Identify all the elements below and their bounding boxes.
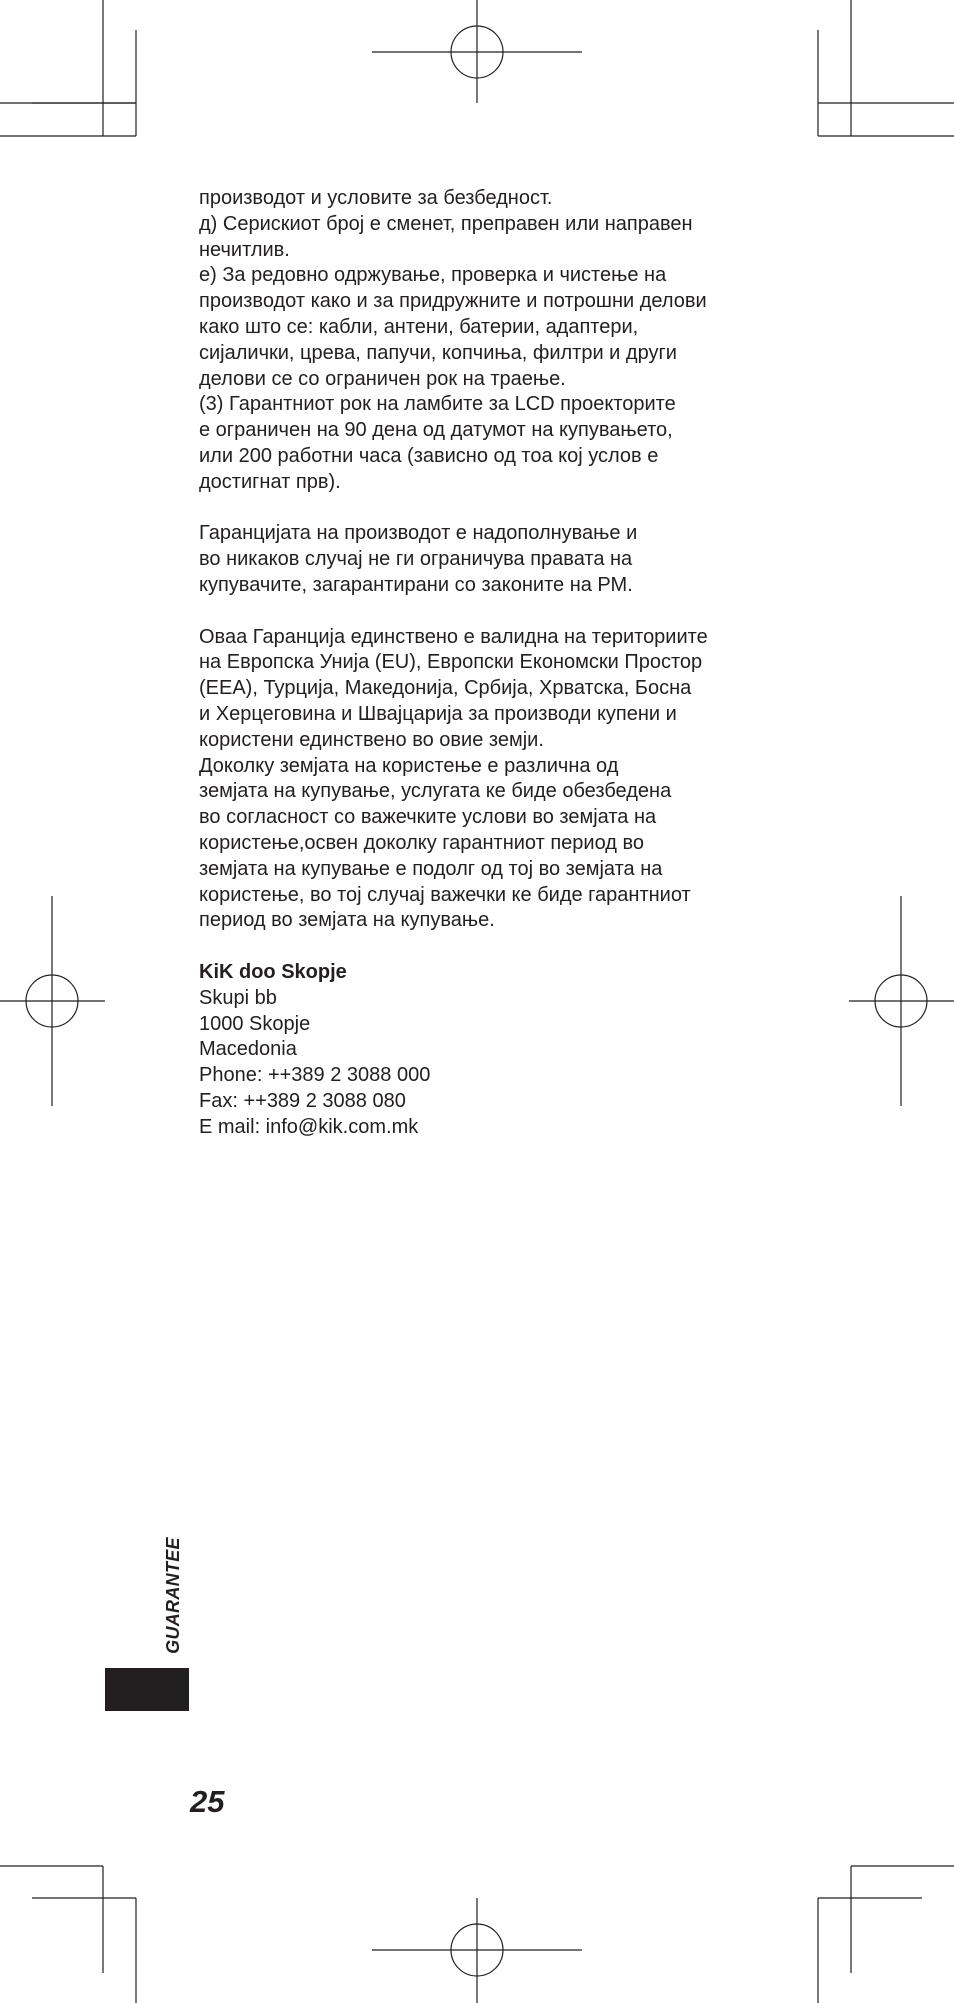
section-side-label-text: GUARANTEE	[162, 1536, 183, 1654]
text-line: или 200 работни часа (зависно од тоа кој услов е	[199, 444, 659, 467]
text-line: достигнат прв).	[199, 470, 341, 493]
registration-mark-left-icon	[0, 896, 105, 1106]
crop-mark-top-right	[818, 0, 954, 136]
text-line: и Херцеговина и Швајцарија за производи купени и	[199, 702, 677, 725]
text-line: производот како и за придружните и потрошни делови	[199, 290, 707, 313]
text-line: Гаранцијата на производот е надополнување и	[199, 522, 638, 545]
address-line: Macedonia	[199, 1038, 297, 1061]
text-line: користени единствено во овие земји.	[199, 728, 544, 751]
contact-block	[199, 960, 799, 1141]
text-line: нечитлив.	[199, 238, 290, 261]
page-number: 25	[190, 1784, 225, 1819]
email-line: E mail: info@kik.com.mk	[199, 1115, 419, 1138]
text-line: во никаков случај не ги ограничува правата на	[199, 548, 633, 571]
crop-mark-bottom-left	[0, 1866, 136, 2003]
address-line: Skupi bb	[199, 986, 277, 1009]
address-line: 1000 Skopje	[199, 1012, 311, 1035]
text-line: период во земјата на купување.	[199, 909, 495, 932]
crop-mark-bottom-right	[818, 1866, 954, 2003]
text-line: на Европска Унија (EU), Европски Економски Простор	[199, 651, 703, 674]
crop-mark-top-left	[0, 0, 136, 136]
paragraph-exclusions	[199, 186, 799, 496]
text-line: производот и условите за безбедност.	[199, 187, 553, 209]
registration-mark-bottom-icon	[372, 1898, 582, 2003]
text-line: (EEA), Турција, Македонија, Србија, Хрватска, Босна	[199, 677, 692, 700]
text-line: користење, во тој случај важечки ке биде гарантниот	[199, 883, 691, 906]
section-side-label	[159, 1535, 187, 1655]
registration-mark-right-icon	[849, 896, 954, 1106]
section-tab-marker	[105, 1668, 189, 1711]
company-name: KiK doo Skopje	[199, 960, 347, 983]
text-line: Оваа Гаранција единствено е валидна на териториите	[199, 625, 708, 648]
text-line: купувачите, загарантирани со законите на РМ.	[199, 573, 633, 596]
text-line: делови се со ограничен рок на траење.	[199, 367, 566, 390]
text-line: д) Серискиот број е сменет, преправен или направен	[199, 212, 693, 235]
text-line: е) За редовно одржување, проверка и чистење на	[199, 264, 667, 287]
registration-mark-top-icon	[372, 0, 582, 103]
guarantee-text	[199, 186, 799, 1140]
fax-line: Fax: ++389 2 3088 080	[199, 1089, 406, 1112]
text-line: земјата на купување, услугата ке биде обезбедена	[199, 780, 672, 803]
paragraph-gap	[199, 496, 799, 522]
paragraph-gap	[199, 599, 799, 625]
text-line: земјата на купување е подолг од тој во земјата на	[199, 857, 663, 880]
paragraph-gap	[199, 934, 799, 960]
text-line: Доколку земјата на користење е различна од	[199, 754, 619, 777]
text-line: е ограничен на 90 дена од датумот на купувањето,	[199, 419, 673, 442]
text-line: (3) Гарантниот рок на ламбите за LCD проекторите	[199, 393, 676, 416]
text-line: во согласност со важечките услови во земјата на	[199, 806, 657, 829]
text-line: користење,освен доколку гарантниот период во	[199, 831, 645, 854]
text-line: како што се: кабли, антени, батерии, адаптери,	[199, 315, 639, 338]
text-line: сијалички, црева, папучи, копчиња, филтри и други	[199, 341, 677, 364]
phone-line: Phone: ++389 2 3088 000	[199, 1064, 431, 1087]
paragraph-validity	[199, 625, 799, 935]
paragraph-supplement	[199, 521, 799, 598]
